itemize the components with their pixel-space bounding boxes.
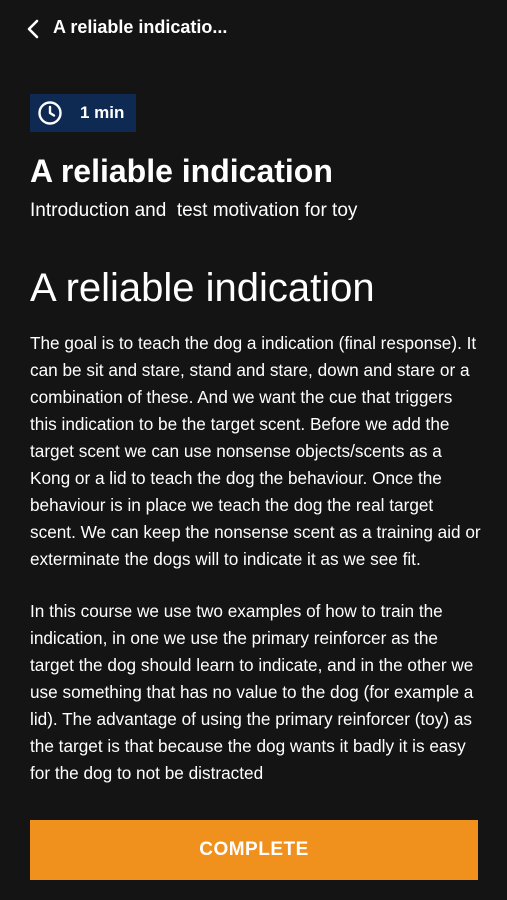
- lesson-content[interactable]: [0, 56, 507, 802]
- clock-icon: [37, 100, 63, 126]
- duration-badge: [30, 94, 136, 132]
- complete-button[interactable]: COMPLETE: [30, 820, 478, 880]
- bottom-action-bar: [0, 802, 507, 900]
- lesson-subtitle: Introduction and test motivation for toy: [30, 200, 358, 221]
- header-title: A reliable indicatio...: [53, 17, 228, 37]
- section-heading: A reliable indication: [30, 266, 375, 310]
- chevron-left-icon: [26, 19, 40, 39]
- duration-text: 1 min: [80, 103, 125, 122]
- lesson-title: A reliable indication: [30, 153, 333, 189]
- back-button[interactable]: [20, 16, 46, 42]
- lesson-body: [30, 330, 482, 802]
- top-bar: [0, 0, 507, 56]
- body-paragraph: The goal is to teach the dog a indication (final response). It can be sit and stare, stand and stare, down and stare or a combination of these. And we want the cue that triggers this indication to be the target scent. Before we add the target scent we can use nonsense objects/scents as a Kong or a lid to teach the dog the behaviour. Once the behaviour is in place we teach the dog the real target scent. We can keep the nonsense scent as a training aid or exterminate the dogs will to indicate it as we see fit.: [30, 333, 481, 569]
- body-paragraph: In this course we use two examples of how to train the indication, in one we use the primary reinforcer as the target the dog should learn to indicate, and in the other we use something that has no value to the dog (for example a lid). The advantage of using the primary reinforcer (toy) as the target is that because the dog wants it badly it is easy for the dog to not be distracted: [30, 601, 474, 783]
